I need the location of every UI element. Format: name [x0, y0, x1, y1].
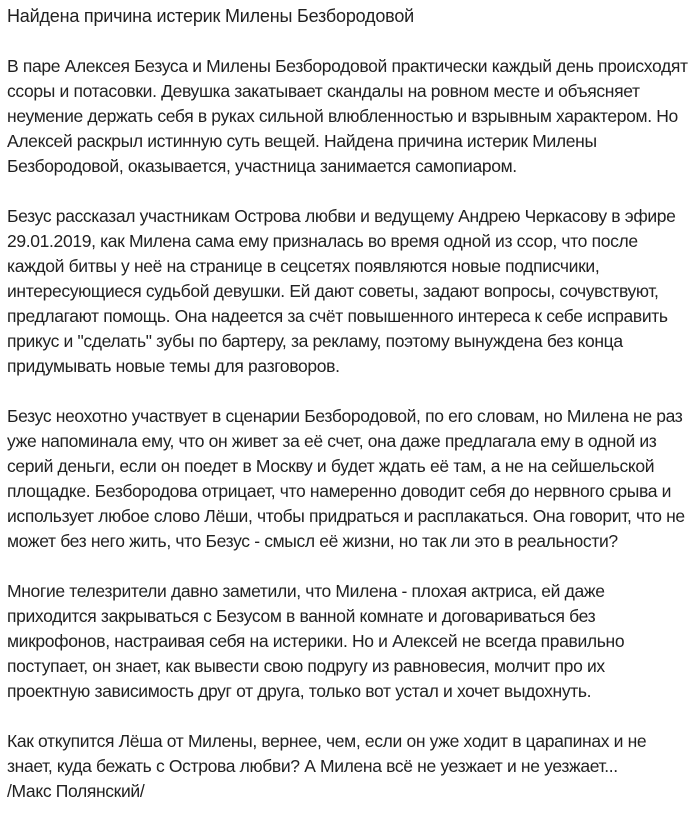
- article-paragraph-2: Безус рассказал участникам Острова любви и ведущему Андрею Черкасову в эфире 29.01.2019, как Милена сама ему призналась во время одной из ссор, что после каждой битвы у неё на странице в сецсетях появляются новые подписчики, интересующиеся судьбой девушки. Ей дают советы, задают вопросы, сочувствуют, предлагают помощь. Она надеется за счёт повышенного интереса к себе исправить прикус и "сделать" зубы по бартеру, за рекламу, поэтому вынуждена без конца придумывать новые темы для разговоров.: [7, 206, 676, 376]
- article-paragraph-3: Безус неохотно участвует в сценарии Безбородовой, по его словам, но Милена не раз уже напоминала ему, что он живет за её счет, она даже предлагала ему в одной из серий деньги, если он поедет в Москву и будет ждать её там, а не на сейшельской площадке. Безбородова отрицает, что намеренно доводит себя до нервного срыва и использует любое слово Лёши, чтобы придраться и расплакаться. Она говорит, что не может без него жить, что Безус - смысл её жизни, но так ли это в реальности?: [7, 406, 685, 551]
- article-author: /Макс Полянский/: [7, 781, 145, 801]
- article-paragraph-4: Многие телезрители давно заметили, что Милена - плохая актриса, ей даже приходится закрываться с Безусом в ванной комнате и договариваться без микрофонов, настраивая себя на истерики. Но и Алексей не всегда правильно поступает, он знает, как вывести свою подругу из равновесия, молчит про их проектную зависимость друг от друга, только вот устал и хочет выдохнуть.: [7, 581, 625, 701]
- article-paragraph-1: В паре Алексея Безуса и Милены Безбородовой практически каждый день происходят ссоры и потасовки. Девушка закатывает скандалы на ровном месте и объясняет неумение держать себя в руках сильной влюбленностью и взрывным характером. Но Алексей раскрыл истинную суть вещей. Найдена причина истерик Милены Безбородовой, оказывается, участница занимается самопиаром.: [7, 56, 688, 176]
- article-title: Найдена причина истерик Милены Безбородовой: [7, 6, 414, 26]
- article-paragraph-5: Как откупится Лёша от Милены, вернее, чем, если он уже ходит в царапинах и не знает, куда бежать с Острова любви? А Милена всё не уезжает и не уезжает...: [7, 731, 647, 776]
